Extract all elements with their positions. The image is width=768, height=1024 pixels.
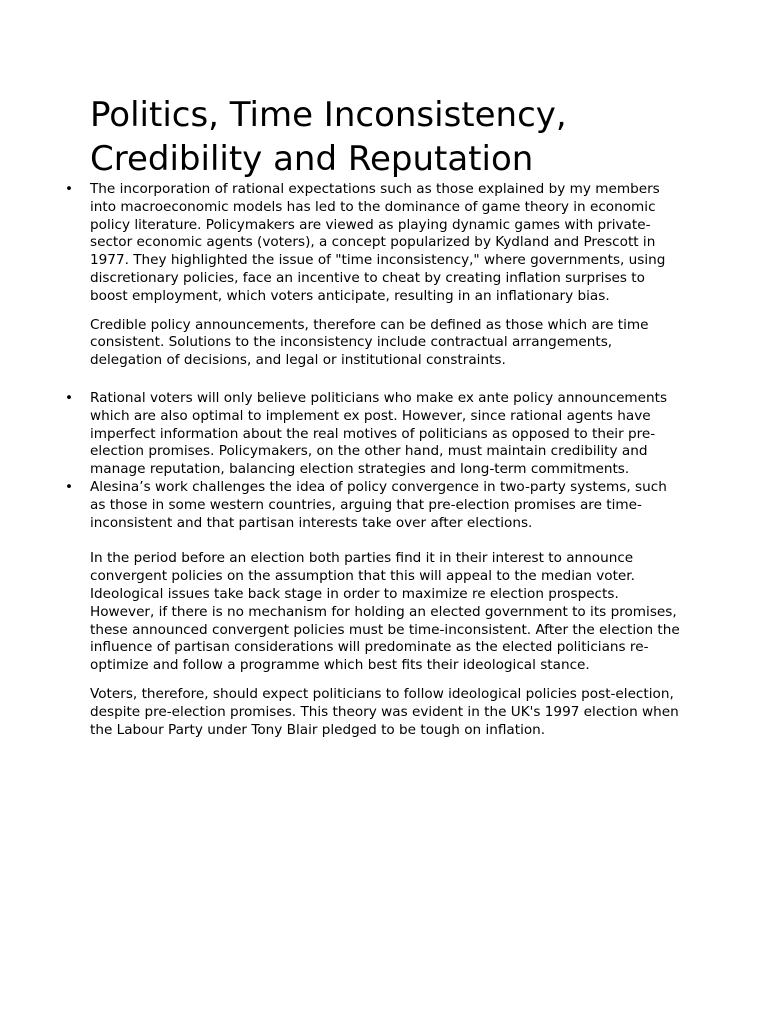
bullet-paragraph: • The incorporation of rational expectations such as those explained by my members into macroeconomic models has led to the dominance of game theory in economic policy literature. Policymakers are viewed as playing dynamic games with private-sector economic agents (voters), a concept popularized by Kydland and Prescott in 1977. They highlighted the issue of "time inconsistency," where governments, using discretionary policies, face an incentive to cheat by creating inflation surprises to boost employment, which voters anticipate, resulting in an inflationary bias. xyxy=(90,181,680,306)
document-body xyxy=(90,181,680,739)
bullet-paragraph: • Alesina’s work challenges the idea of policy convergence in two-party systems, such as those in some western countries, arguing that pre-election promises are time-inconsistent and that partisan interests take over after elections. xyxy=(90,479,680,532)
body-paragraph: In the period before an election both parties find it in their interest to announce convergent policies on the assumption that this will appeal to the median voter. Ideological issues take back stage in order to maximize re election prospects. However, if there is no mechanism for holding an elected government to its promises, these announced convergent policies must be time-inconsistent. After the election the influence of partisan considerations will predominate as the elected politicians re-optimize and follow a programme which best fits their ideological stance. xyxy=(90,550,680,674)
title-line-2: Credibility and Reputation xyxy=(90,139,534,179)
bullet-paragraph: • Rational voters will only believe politicians who make ex ante policy announcements which are also optimal to implement ex post. However, since rational agents have imperfect information about the real motives of politicians as opposed to their pre-election promises. Policymakers, on the other hand, must maintain credibility and manage reputation, balancing election strategies and long-term commitments. xyxy=(90,390,680,479)
body-paragraph: Credible policy announcements, therefore can be defined as those which are time consistent. Solutions to the inconsistency include contractual arrangements, delegation of decisions, and legal or institutional constraints. xyxy=(90,316,649,369)
title-line-1: Politics, Time Inconsistency, xyxy=(90,95,567,135)
document-title xyxy=(90,93,690,181)
body-paragraph: Voters, therefore, should expect politicians to follow ideological policies post-election, despite pre-election promises. This theory was evident in the UK's 1997 election when the Labour Party under Tony Blair pledged to be tough on inflation. xyxy=(90,685,679,738)
